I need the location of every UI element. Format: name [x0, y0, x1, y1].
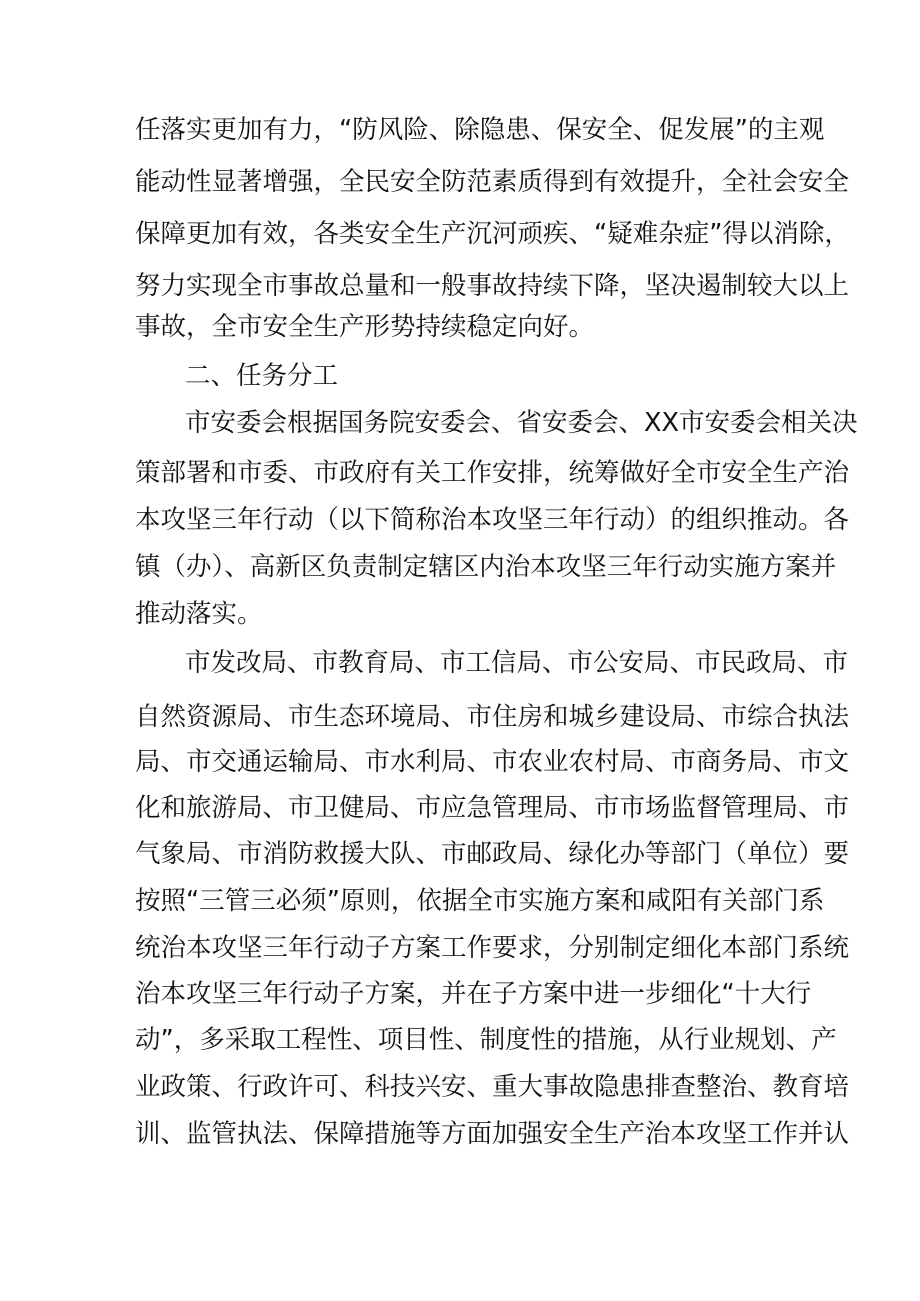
paragraph-line: 本攻坚三年行动（以下简称治本攻坚三年行动）的组织推动。各 — [135, 505, 850, 535]
paragraph-line: 动”，多采取工程性、项目性、制度性的措施，从行业规划、产 — [135, 1025, 837, 1055]
paragraph-line: 事故，全市安全生产形势持续稳定向好。 — [135, 312, 595, 342]
paragraph-line: 市发改局、市教育局、市工信局、市公安局、市民政局、市 — [185, 648, 849, 678]
paragraph-line: 推动落实。 — [135, 599, 263, 629]
paragraph-line: 统治本攻坚三年行动子方案工作要求，分别制定细化本部门系统 — [135, 933, 850, 963]
paragraph-line: 训、监管执法、保障措施等方面加强安全生产治本攻坚工作并认 — [135, 1119, 850, 1149]
paragraph-line: 按照“三管三必须”原则，依据全市实施方案和咸阳有关部门系 — [135, 886, 825, 916]
paragraph-line: 保障更加有效，各类安全生产沉河顽疾、“疑难杂症”得以消除， — [135, 219, 850, 249]
paragraph-line: 努力实现全市事故总量和一般事故持续下降，坚决遏制较大以上 — [135, 271, 850, 301]
paragraph-line: 策部署和市委、市政府有关工作安排，统筹做好全市安全生产治 — [135, 458, 850, 488]
paragraph-line: 任落实更加有力，“防风险、除隐患、保安全、促发展”的主观 — [135, 115, 825, 145]
paragraph-line: 能动性显著增强，全民安全防范素质得到有效提升，全社会安全 — [135, 167, 850, 197]
paragraph-line: 市安委会根据国务院安委会、省安委会、XX市安委会相关决 — [185, 408, 858, 438]
paragraph-line: 业政策、行政许可、科技兴安、重大事故隐患排查整治、教育培 — [135, 1072, 850, 1102]
paragraph-line: 自然资源局、市生态环境局、市住房和城乡建设局、市综合执法 — [135, 702, 850, 732]
paragraph-line: 局、市交通运输局、市水利局、市农业农村局、市商务局、市文 — [135, 747, 850, 777]
section-heading: 二、任务分工 — [185, 361, 339, 391]
paragraph-line: 气象局、市消防救援大队、市邮政局、绿化办等部门（单位）要 — [135, 839, 850, 869]
paragraph-line: 镇（办）、高新区负责制定辖区内治本攻坚三年行动实施方案并 — [135, 552, 837, 582]
paragraph-line: 治本攻坚三年行动子方案，并在子方案中进一步细化“十大行 — [135, 979, 812, 1009]
paragraph-line: 化和旅游局、市卫健局、市应急管理局、市市场监督管理局、市 — [135, 793, 850, 823]
